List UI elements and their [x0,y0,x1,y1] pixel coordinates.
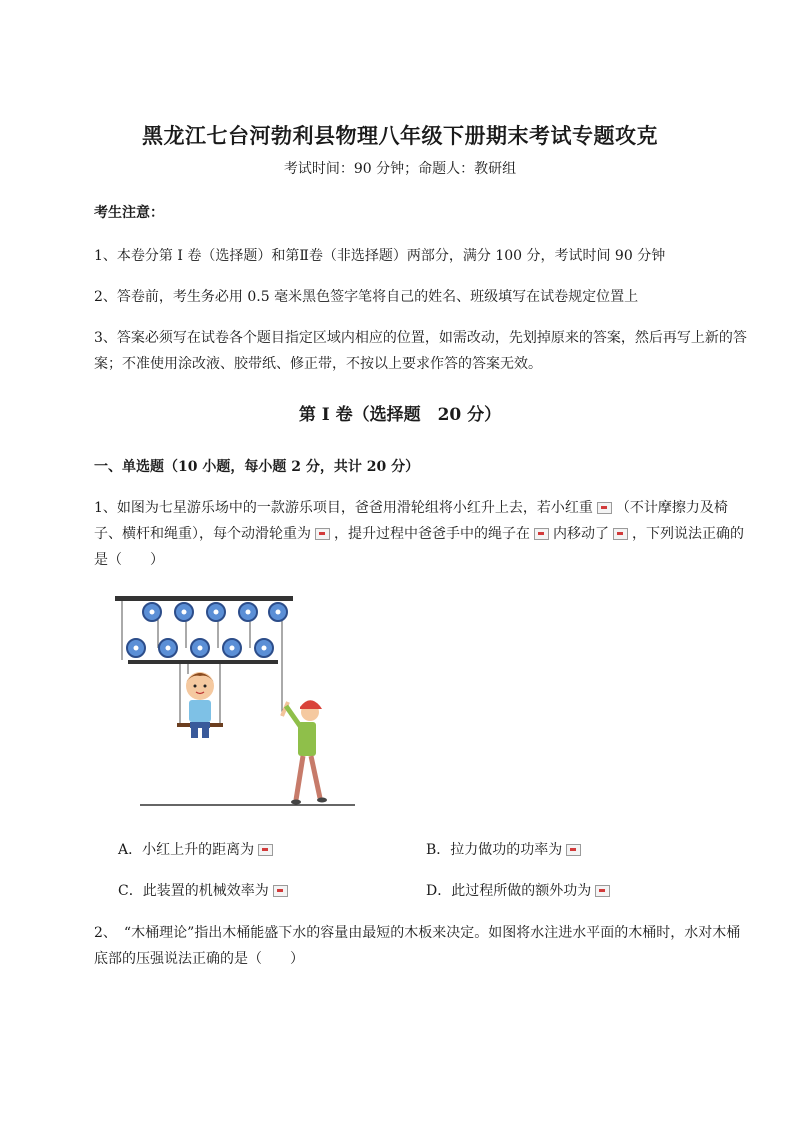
exam-subtitle: 考试时间：90 分钟；命题人：教研组 [283,161,517,177]
notice-heading: 考生注意： [94,205,164,221]
option-c[interactable] [118,880,292,900]
notice-item-1: 1、本卷分第 I 卷（选择题）和第Ⅱ卷（非选择题）两部分，满分 100 分，考试时间 90 分钟 [94,248,666,264]
formula-image-icon [315,528,330,540]
q1-text-2: （不计摩擦力及椅子、横杆和绳重），每个动滑轮重为 [94,500,728,542]
exam-title: 黑龙江七台河勃利县物理八年级下册期末考试专题攻克 [142,123,658,148]
formula-image-icon [595,885,610,897]
formula-image-icon [258,844,273,856]
option-d[interactable] [426,880,614,900]
formula-image-icon [534,528,549,540]
section-title: 第 I 卷（选择题 20 分） [298,405,502,425]
question-1 [94,495,754,573]
notice-item-2: 2、答卷前，考生务必用 0.5 毫米黑色签字笔将自己的姓名、班级填写在试卷规定位置上 [94,289,639,305]
formula-image-icon [566,844,581,856]
option-d-label: D．此过程所做的额外功为 [426,883,592,899]
q1-text-5: ，下列说法正确的是（ ） [94,526,744,568]
option-c-label: C．此装置的机械效率为 [118,883,269,899]
notice-item-3: 3、答案必须写在试卷各个题目指定区域内相应的位置，如需改动，先划掉原来的答案，然后再写上新的答案；不准使用涂改液、胶带纸、修正带，不按以上要求作答的答案无效。 [94,330,747,372]
formula-image-icon [597,502,612,514]
q1-text-1: 1、如图为七星游乐场中的一款游乐项目，爸爸用滑轮组将小红升上去，若小红重 [94,500,593,516]
option-b[interactable] [426,839,585,859]
upper-pulleys [143,603,287,621]
question-2: 2、 “木桶理论”指出木桶能盛下水的容量由最短的木板来决定。如图将水注进水平面的木桶时，水对木桶底部的压强说法正确的是（ ） [94,925,741,967]
lower-pulleys [127,639,273,657]
q1-text-3: ，提升过程中爸爸手中的绳子在 [334,526,530,542]
pulley-illustration [110,588,370,817]
formula-image-icon [273,885,288,897]
option-a[interactable] [118,839,277,859]
dad-figure [282,700,327,804]
option-b-label: B．拉力做功的功率为 [426,842,563,858]
part-heading: 一、单选题（10 小题，每小题 2 分，共计 20 分） [94,459,420,475]
pulley-figure-svg [110,588,370,813]
boy-on-swing [177,672,223,738]
formula-image-icon [613,528,628,540]
option-a-label: A．小红上升的距离为 [118,842,255,858]
q1-text-4: 内移动了 [553,526,609,542]
